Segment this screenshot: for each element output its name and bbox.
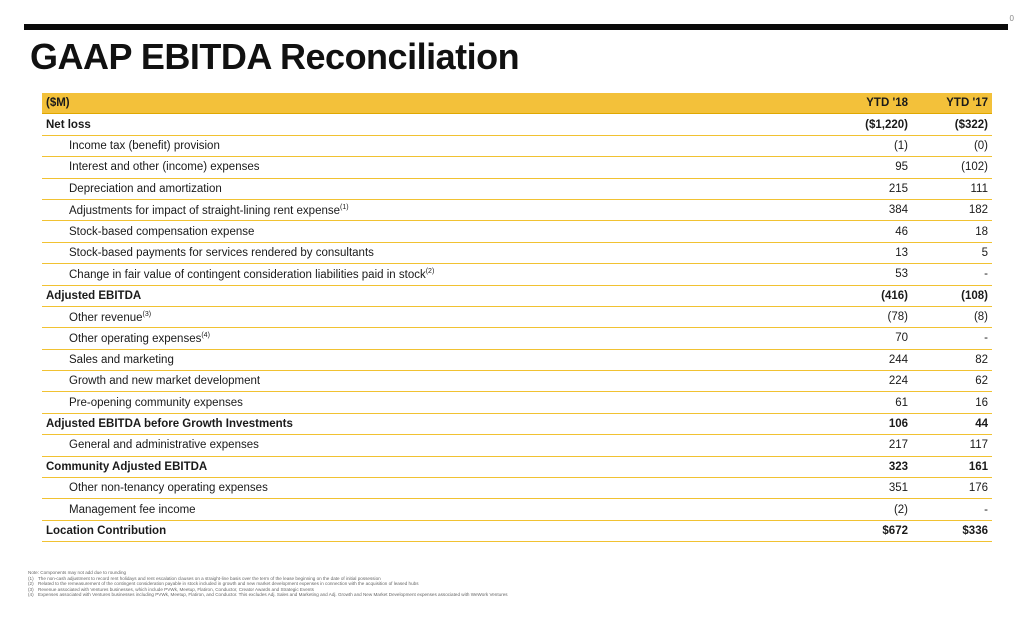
- value-ytd-17: 117: [969, 439, 988, 452]
- table-row: [42, 307, 992, 328]
- row-label-text: Stock-based compensation expense: [69, 225, 255, 238]
- row-label: [42, 140, 838, 152]
- value-ytd-17: -: [984, 332, 988, 345]
- row-label: [42, 525, 838, 537]
- row-label-text: Adjusted EBITDA: [46, 289, 142, 302]
- value-ytd-18: 95: [895, 161, 908, 174]
- row-label-text: Other non-tenancy operating expenses: [69, 482, 268, 495]
- value-ytd-18: 70: [895, 332, 908, 345]
- row-label: [42, 354, 838, 366]
- table-row: [42, 264, 992, 285]
- header-units: ($M): [46, 97, 70, 110]
- row-label: [42, 439, 838, 451]
- table-row: [42, 136, 992, 157]
- value-ytd-17: -: [984, 268, 988, 281]
- value-ytd-17: 16: [975, 396, 988, 409]
- value-ytd-17: 5: [981, 246, 988, 259]
- table-row: [42, 521, 992, 542]
- row-label: [42, 332, 838, 345]
- footnote-key: (3): [28, 586, 34, 592]
- footnote-text: Expenses associated with Ventures businesses including PVWk, Meetup, Flatiron, and Conductor. This excludes Adj. Sales and Marketing and Adj. Growth and New Market Development expenses associated with WeWork Ventures: [38, 592, 508, 598]
- value-ytd-18: ($1,220): [865, 118, 908, 131]
- value-ytd-17: ($322): [954, 118, 988, 131]
- row-label-text: Location Contribution: [46, 525, 167, 537]
- row-label: [42, 311, 838, 324]
- value-ytd-18: 217: [888, 439, 908, 452]
- value-ytd-18: $672: [882, 525, 908, 537]
- row-label-text: Interest and other (income) expenses: [69, 161, 260, 174]
- row-label-text: Net loss: [46, 118, 91, 131]
- row-label-text: Stock-based payments for services rendered by consultants: [69, 246, 374, 259]
- value-ytd-17: 18: [975, 225, 988, 238]
- page-number: 0: [1009, 14, 1014, 23]
- row-label: [42, 482, 838, 494]
- table-body: [42, 114, 992, 542]
- value-ytd-17: -: [984, 503, 988, 516]
- value-ytd-18: 224: [888, 375, 908, 388]
- value-ytd-17: (0): [973, 139, 988, 152]
- footnote-text: Revenue associated with Ventures businesses, which include PVWk, Meetup, Flatiron, Conductor, Creator Awards and Strategic Events: [38, 586, 314, 592]
- value-ytd-18: (1): [893, 139, 908, 152]
- reconciliation-table: [42, 93, 992, 542]
- row-label-text: Change in fair value of contingent consideration liabilities paid in stock: [69, 268, 426, 281]
- row-label: [42, 375, 838, 387]
- footnote-text: Related to the remeasurement of the contingent consideration payable in stock included in growth and new market development expenses in connection with the acquisition of leased hubs: [38, 581, 419, 587]
- value-ytd-18: 351: [888, 482, 908, 495]
- table-row: [42, 200, 992, 221]
- value-ytd-18: 106: [888, 418, 908, 431]
- value-ytd-18: 61: [895, 396, 908, 409]
- value-ytd-17: 82: [975, 353, 988, 366]
- value-ytd-17: (108): [961, 289, 988, 302]
- row-label: [42, 504, 838, 516]
- row-label: [42, 397, 838, 409]
- table-row: [42, 371, 992, 392]
- row-label-text: Growth and new market development: [69, 375, 261, 388]
- value-ytd-17: 176: [968, 482, 988, 495]
- row-label: [42, 268, 838, 281]
- row-label-text: Adjusted EBITDA before Growth Investments: [46, 418, 293, 431]
- value-ytd-18: 46: [895, 225, 908, 238]
- footnote-ref: (4): [201, 331, 210, 339]
- table-row: [42, 157, 992, 178]
- value-ytd-18: 215: [888, 182, 908, 195]
- row-label: [42, 161, 838, 173]
- table-row: [42, 350, 992, 371]
- table-row: [42, 435, 992, 456]
- table-row: [42, 457, 992, 478]
- value-ytd-18: (2): [893, 503, 908, 516]
- value-ytd-18: 244: [888, 353, 908, 366]
- row-label-text: Pre-opening community expenses: [69, 396, 243, 409]
- table-row: [42, 392, 992, 413]
- row-label-text: Other operating expenses: [69, 332, 202, 345]
- footnote-key: (2): [28, 581, 34, 587]
- value-ytd-18: 13: [895, 246, 908, 259]
- footnote-text: The non-cash adjustment to record rent holidays and rent escalation clauses on a straight-line basis over the term of the lease beginning on the date of initial possession: [38, 575, 381, 581]
- table-header: [42, 93, 992, 114]
- table-row: [42, 414, 992, 435]
- row-label: [42, 204, 838, 217]
- footnote-heading: Note: Components may not add due to rounding: [28, 570, 127, 575]
- table-row: [42, 221, 992, 242]
- footnote-ref: (2): [425, 267, 435, 275]
- value-ytd-18: 53: [895, 268, 908, 281]
- row-label: [42, 290, 838, 302]
- footnotes: [28, 570, 728, 598]
- value-ytd-17: (102): [961, 161, 988, 174]
- value-ytd-18: (78): [887, 311, 908, 324]
- header-ytd-17: YTD '17: [946, 97, 988, 110]
- table-row: [42, 243, 992, 264]
- row-label: [42, 247, 838, 259]
- table-row: [42, 328, 992, 349]
- row-label: [42, 226, 838, 238]
- footnote-item: [28, 592, 728, 598]
- footnote-ref: (1): [340, 203, 349, 211]
- footnote-key: (4): [28, 592, 34, 598]
- table-row: [42, 179, 992, 200]
- value-ytd-18: (416): [881, 289, 908, 302]
- row-label-text: Management fee income: [69, 503, 196, 516]
- value-ytd-18: 323: [888, 460, 908, 473]
- value-ytd-17: 111: [970, 182, 988, 195]
- table-row: [42, 478, 992, 499]
- row-label: [42, 461, 838, 473]
- footnote-list: [28, 576, 728, 598]
- row-label-text: General and administrative expenses: [69, 439, 259, 452]
- table-row: [42, 499, 992, 520]
- header-ytd-18: YTD '18: [866, 97, 908, 110]
- row-label-text: Adjustments for impact of straight-lining rent expense: [69, 204, 341, 217]
- row-label-text: Sales and marketing: [69, 353, 174, 366]
- value-ytd-17: $336: [962, 525, 988, 537]
- value-ytd-17: 182: [968, 204, 988, 217]
- value-ytd-17: 161: [968, 460, 988, 473]
- footnote-key: (1): [28, 575, 34, 581]
- footnote-ref: (3): [142, 310, 152, 318]
- row-label-text: Depreciation and amortization: [69, 182, 222, 195]
- row-label: [42, 418, 838, 430]
- page-title: GAAP EBITDA Reconciliation: [30, 36, 520, 77]
- row-label-text: Income tax (benefit) provision: [69, 139, 220, 152]
- value-ytd-17: 62: [975, 375, 988, 388]
- row-label: [42, 119, 838, 131]
- value-ytd-17: 44: [975, 418, 988, 431]
- row-label-text: Other revenue: [69, 311, 143, 324]
- top-rule: [24, 24, 1008, 30]
- row-label: [42, 183, 838, 195]
- table-row: [42, 286, 992, 307]
- value-ytd-18: 384: [888, 204, 908, 217]
- table-row: [42, 114, 992, 135]
- value-ytd-17: (8): [973, 311, 988, 324]
- row-label-text: Community Adjusted EBITDA: [46, 460, 208, 473]
